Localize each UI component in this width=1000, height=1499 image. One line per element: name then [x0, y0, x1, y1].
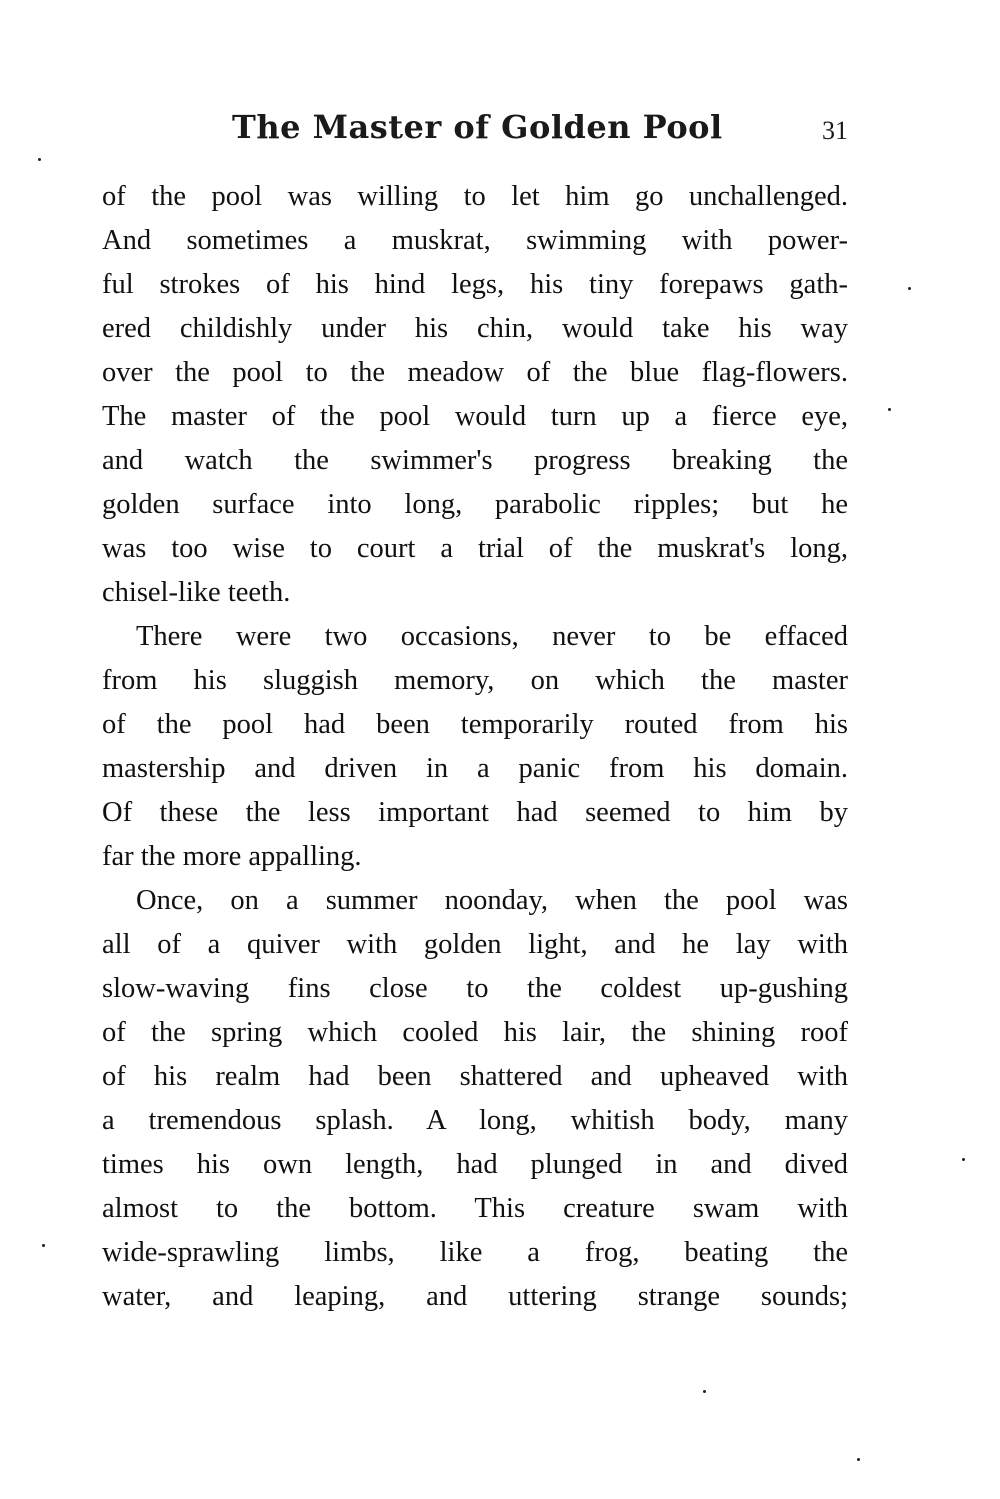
text-line: mastership and driven in a panic from his domain.	[102, 753, 848, 784]
text-line: of the spring which cooled his lair, the shining roof	[102, 1017, 848, 1048]
running-head	[102, 108, 848, 158]
print-speck	[42, 1244, 45, 1247]
text-line: chisel-like teeth.	[102, 577, 291, 608]
print-speck	[908, 287, 911, 290]
text-line: of his realm had been shattered and upheaved with	[102, 1061, 848, 1092]
text-line: a tremendous splash. A long, whitish body, many	[102, 1105, 848, 1136]
text-line: golden surface into long, parabolic ripples; but he	[102, 489, 848, 520]
print-speck	[38, 158, 41, 161]
paragraph-1	[102, 175, 848, 615]
text-line: and watch the swimmer's progress breaking the	[102, 445, 848, 476]
text-line: over the pool to the meadow of the blue flag-flowers.	[102, 357, 848, 388]
body-text	[102, 175, 848, 1319]
print-speck	[962, 1158, 965, 1161]
text-line: slow-waving fins close to the coldest up-gushing	[102, 973, 848, 1004]
page-number: 31	[822, 116, 848, 145]
text-line: Of these the less important had seemed to him by	[102, 797, 848, 828]
text-line: far the more appalling.	[102, 841, 362, 872]
text-line: almost to the bottom. This creature swam with	[102, 1193, 848, 1224]
text-line: wide-sprawling limbs, like a frog, beating the	[102, 1237, 848, 1268]
text-line: ful strokes of his hind legs, his tiny forepaws gath-	[102, 269, 848, 300]
text-line: of the pool was willing to let him go unchallenged.	[102, 181, 848, 212]
text-line: all of a quiver with golden light, and he lay with	[102, 929, 848, 960]
paragraph-3	[102, 879, 848, 1319]
print-speck	[888, 408, 891, 411]
text-line: There were two occasions, never to be effaced	[136, 621, 848, 652]
text-line: Once, on a summer noonday, when the pool was	[136, 885, 848, 916]
paragraph-2	[102, 615, 848, 879]
text-line: The master of the pool would turn up a fierce eye,	[102, 401, 848, 432]
text-line: ered childishly under his chin, would take his way	[102, 313, 848, 344]
text-line: of the pool had been temporarily routed from his	[102, 709, 848, 740]
print-speck	[703, 1390, 706, 1393]
text-line: water, and leaping, and uttering strange sounds;	[102, 1281, 848, 1312]
text-line: And sometimes a muskrat, swimming with power-	[102, 225, 848, 256]
running-title: The Master of Golden Pool	[232, 108, 723, 146]
print-speck	[857, 1458, 860, 1461]
text-line: from his sluggish memory, on which the master	[102, 665, 848, 696]
text-line: times his own length, had plunged in and dived	[102, 1149, 848, 1180]
text-line: was too wise to court a trial of the muskrat's long,	[102, 533, 848, 564]
